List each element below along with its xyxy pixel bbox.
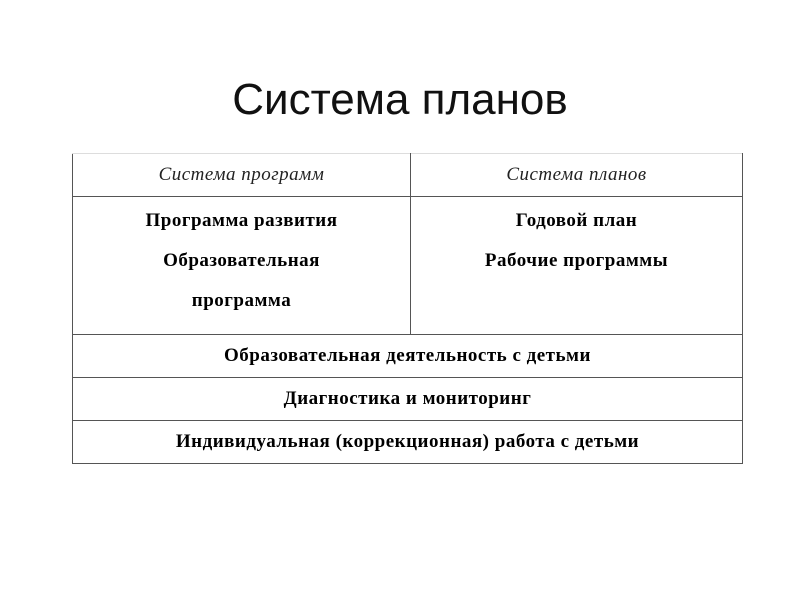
table-row	[73, 421, 743, 464]
educational-activity-cell: Образовательная деятельность с детьми	[73, 335, 743, 378]
header-cell-programs-system: Система программ	[73, 154, 411, 197]
programs-cell	[73, 197, 411, 335]
table-row	[73, 378, 743, 421]
header-cell-plans-system: Система планов	[411, 154, 743, 197]
plans-cell	[411, 197, 743, 335]
development-program-text: Программа развития	[145, 210, 338, 231]
slide-title: Система планов	[232, 75, 568, 124]
work-programs-text: Рабочие программы	[484, 250, 669, 271]
program-text: программа	[191, 290, 292, 311]
table-row	[73, 335, 743, 378]
diagnostics-cell: Диагностика и мониторинг	[73, 378, 743, 421]
annual-plan-text: Годовой план	[515, 210, 638, 231]
table-row-programs	[73, 197, 743, 335]
table-header-row	[73, 154, 743, 197]
plans-table	[72, 153, 743, 464]
educational-text: Образовательная	[163, 250, 320, 271]
individual-work-cell: Индивидуальная (коррекционная) работа с детьми	[73, 421, 743, 464]
